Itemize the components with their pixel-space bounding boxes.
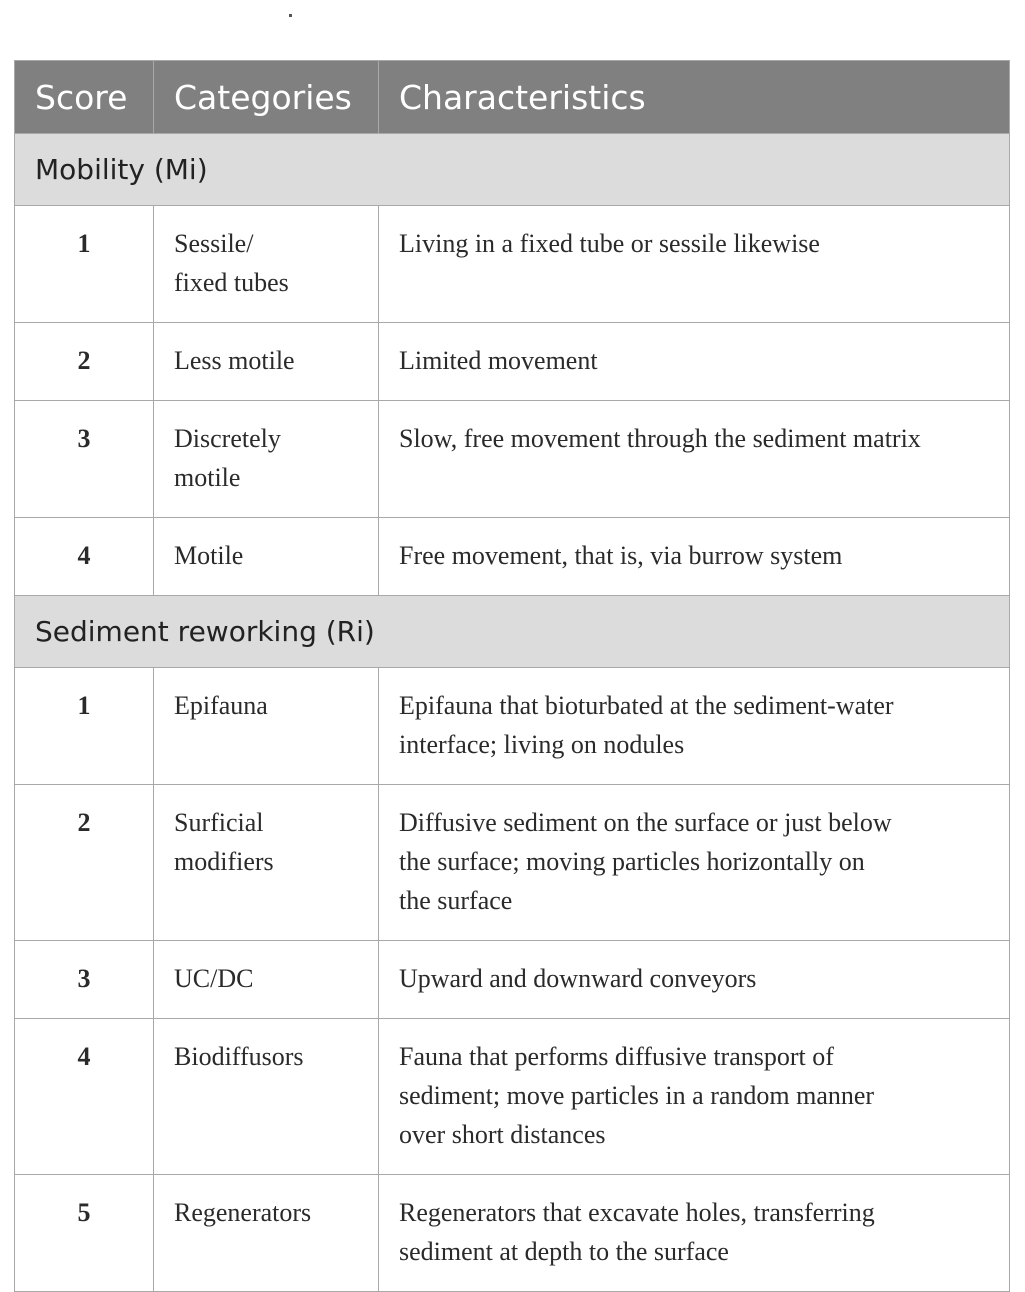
bioturbation-score-table — [14, 60, 1010, 1292]
table-row — [15, 785, 1010, 941]
score-cell: 5 — [15, 1175, 154, 1292]
table-row — [15, 401, 1010, 518]
table-body — [15, 134, 1010, 1292]
stray-dot — [289, 14, 292, 17]
score-cell: 4 — [15, 1019, 154, 1175]
category-cell: Sessile/ fixed tubes — [154, 206, 379, 323]
category-cell: Discretely motile — [154, 401, 379, 518]
header-row — [15, 61, 1010, 134]
table-row — [15, 941, 1010, 1019]
table-row — [15, 518, 1010, 596]
section-title: Sediment reworking (Ri) — [15, 596, 1010, 668]
header-categories: Categories — [154, 61, 379, 134]
characteristics-cell: Living in a fixed tube or sessile likewise — [379, 206, 1010, 323]
score-cell: 2 — [15, 323, 154, 401]
category-cell: Less motile — [154, 323, 379, 401]
header-characteristics: Characteristics — [379, 61, 1010, 134]
score-cell: 4 — [15, 518, 154, 596]
section-row — [15, 596, 1010, 668]
table-row — [15, 668, 1010, 785]
category-cell: Regenerators — [154, 1175, 379, 1292]
characteristics-cell: Regenerators that excavate holes, transferring sediment at depth to the surface — [379, 1175, 1010, 1292]
table-row — [15, 323, 1010, 401]
characteristics-cell: Diffusive sediment on the surface or just below the surface; moving particles horizontally on the surface — [379, 785, 1010, 941]
characteristics-cell: Epifauna that bioturbated at the sediment-water interface; living on nodules — [379, 668, 1010, 785]
table-row — [15, 1019, 1010, 1175]
category-cell: UC/DC — [154, 941, 379, 1019]
score-cell: 1 — [15, 206, 154, 323]
header-score: Score — [15, 61, 154, 134]
characteristics-cell: Upward and downward conveyors — [379, 941, 1010, 1019]
score-cell: 1 — [15, 668, 154, 785]
section-row — [15, 134, 1010, 206]
characteristics-cell: Free movement, that is, via burrow system — [379, 518, 1010, 596]
score-cell: 3 — [15, 941, 154, 1019]
score-cell: 2 — [15, 785, 154, 941]
section-title: Mobility (Mi) — [15, 134, 1010, 206]
characteristics-cell: Fauna that performs diffusive transport of sediment; move particles in a random manner over short distances — [379, 1019, 1010, 1175]
score-cell: 3 — [15, 401, 154, 518]
characteristics-cell: Limited movement — [379, 323, 1010, 401]
characteristics-cell: Slow, free movement through the sediment matrix — [379, 401, 1010, 518]
table-row — [15, 1175, 1010, 1292]
category-cell: Motile — [154, 518, 379, 596]
category-cell: Biodiffusors — [154, 1019, 379, 1175]
table-row — [15, 206, 1010, 323]
category-cell: Epifauna — [154, 668, 379, 785]
category-cell: Surficial modifiers — [154, 785, 379, 941]
